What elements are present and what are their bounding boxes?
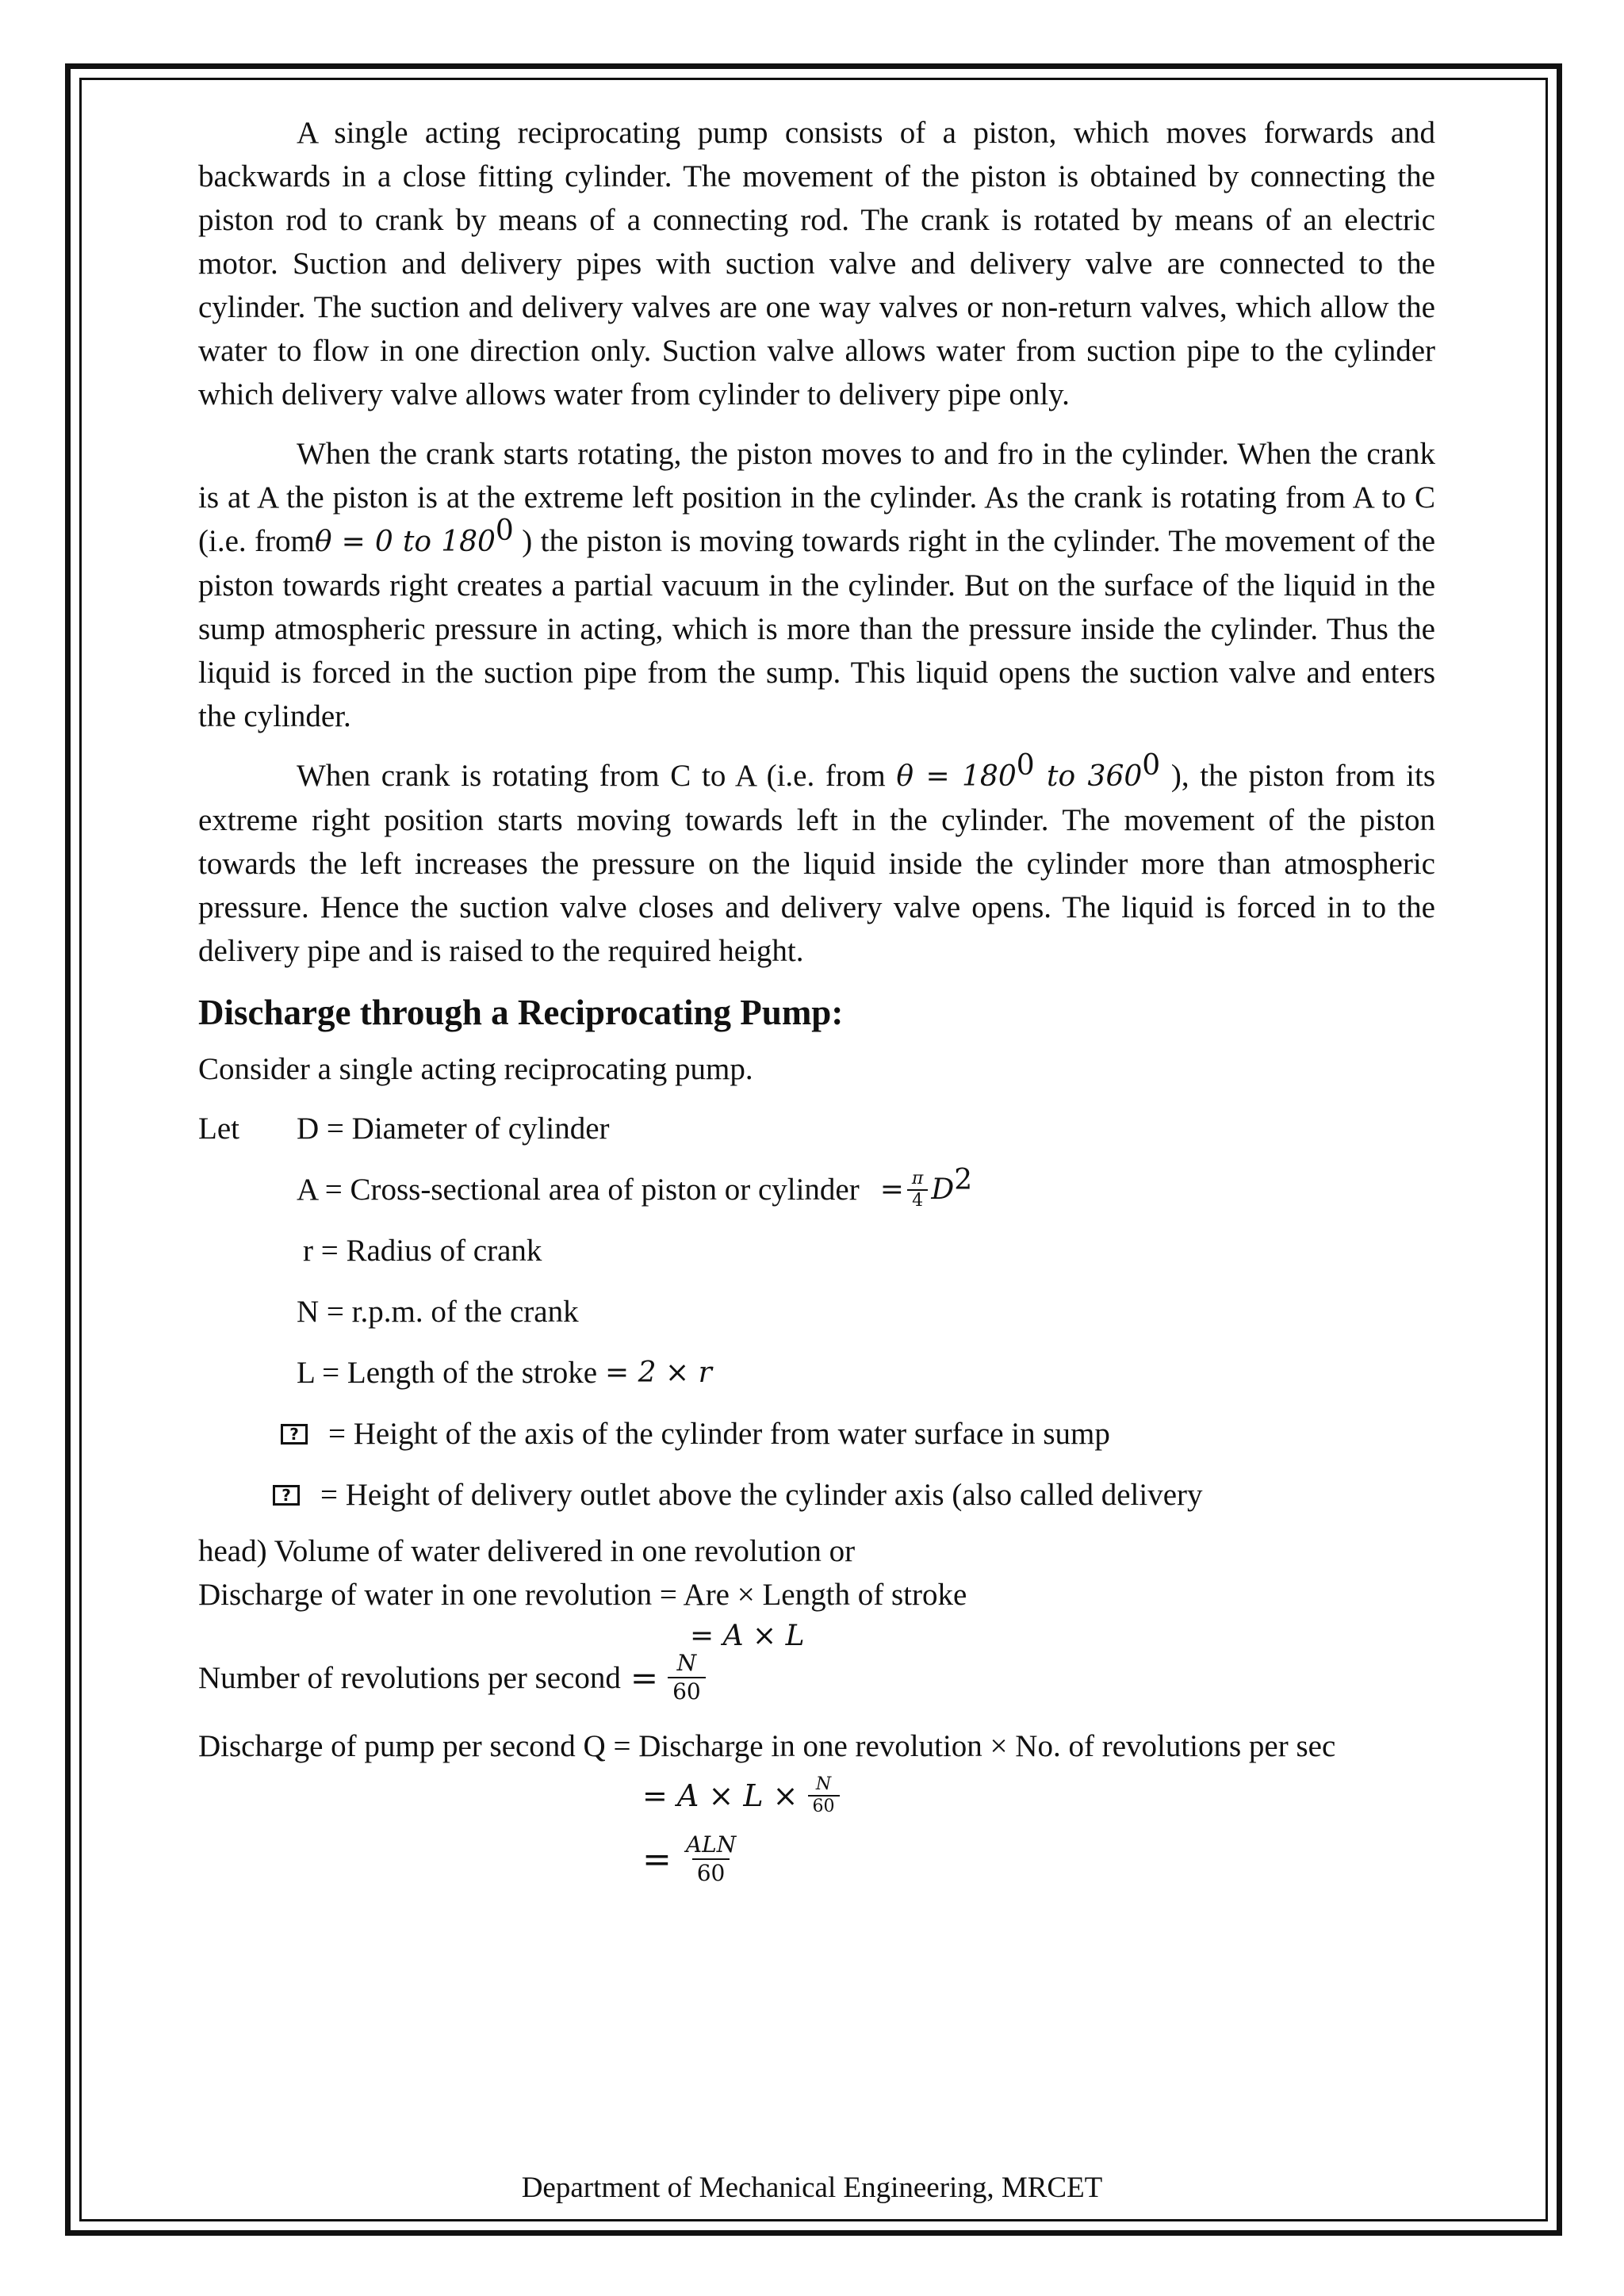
n-over-sixty-fraction: [668, 1650, 706, 1705]
var-suction-height: [198, 1412, 1435, 1456]
four-denominator: 4: [907, 1189, 928, 1211]
discharge-per-second: Discharge of pump per second Q = Discharge in one revolution × No. of revolutions per sec: [198, 1729, 1336, 1763]
p2-degree: 0: [495, 515, 514, 547]
diameter-symbol: D: [931, 1173, 955, 1206]
eq-final-equals: =: [642, 1839, 672, 1880]
page-footer: Department of Mechanical Engineering, MRCET: [521, 2172, 1103, 2204]
p2-before: When the crank starts rotating, the piston moves to and fro in the cylinder. When the crank is at A the piston is at the extreme left position in the cylinder. As the crank is rotating from A to C (i.e. from: [198, 437, 1435, 558]
var-area-text: A = Cross-sectional area of piston or cylinder: [297, 1173, 860, 1207]
eq-alx-denominator: 60: [808, 1795, 840, 1817]
pi-over-four-fraction: [907, 1169, 928, 1211]
p3-after: ), the piston from its extreme right position starts moving towards left in the cylinder. The movement of the piston towards the left increases the pressure on the liquid inside the cylinder more than atmospheric pressure. Hence the suction valve closes and delivery valve opens. The liquid is forced in to the delivery pipe and is raised to the required height.: [198, 759, 1436, 968]
eq-aln-over-60: [198, 1831, 1435, 1887]
revolutions-per-second-text: Number of revolutions per second: [198, 1660, 621, 1695]
var-suction-height-text: = Height of the axis of the cylinder from water surface in sump: [328, 1417, 1110, 1451]
p3-theta-start: θ = 180: [896, 760, 1017, 793]
p3-theta-end: to 360: [1034, 760, 1143, 793]
eq-alx-fraction: [808, 1774, 840, 1817]
revolutions-per-second: [198, 1650, 1435, 1705]
eq-alx-numerator: N: [815, 1774, 832, 1794]
p3-degree-1: 0: [1016, 749, 1035, 782]
var-radius: r = Radius of crank: [303, 1234, 542, 1268]
section-heading: Discharge through a Reciprocating Pump:: [198, 993, 844, 1032]
var-rpm: N = r.p.m. of the crank: [297, 1295, 579, 1329]
p2-theta-range: θ = 0 to 180: [314, 526, 496, 558]
aln-denominator: 60: [692, 1858, 730, 1887]
head-line: head) Volume of water delivered in one revolution or: [198, 1534, 856, 1568]
var-area-equals: =: [879, 1173, 904, 1206]
revolutions-equals: =: [630, 1658, 659, 1697]
p3-degree-2: 0: [1142, 749, 1161, 782]
eq-alx-n-over-60: [198, 1774, 1435, 1817]
var-stroke-text: L = Length of the stroke: [297, 1356, 598, 1390]
p3-before: When crank is rotating from C to A (i.e. from: [297, 759, 897, 793]
sixty-denominator: 60: [668, 1677, 706, 1705]
paragraph-suction-stroke: [198, 432, 1435, 738]
n-numerator: N: [676, 1650, 697, 1676]
var-delivery-height: [198, 1473, 1435, 1517]
missing-glyph-icon: ?: [273, 1485, 300, 1506]
var-stroke-length: [198, 1351, 1435, 1395]
let-label: Let: [198, 1112, 239, 1146]
eq-area-times-length: = A × L: [690, 1620, 805, 1652]
pi-symbol: π: [911, 1168, 924, 1188]
var-diameter: [198, 1107, 1435, 1150]
missing-glyph-icon: ?: [281, 1424, 308, 1445]
var-delivery-height-text: = Height of delivery outlet above the cylinder axis (also called delivery: [320, 1478, 1203, 1512]
aln-numerator: ALN: [685, 1831, 737, 1858]
discharge-per-revolution: Discharge of water in one revolution = Are × Length of stroke: [198, 1578, 967, 1612]
p2-after: ) the piston is moving towards right in the cylinder. The movement of the piston towards right creates a partial vacuum in the cylinder. But on the surface of the liquid in the sump atmospheric pressure in acting, which is more than the pressure inside the cylinder. Thus the liquid is forced in the suction pipe from the sump. This liquid opens the suction valve and enters the cylinder.: [198, 524, 1436, 733]
var-diameter-text: D = Diameter of cylinder: [297, 1112, 610, 1146]
paragraph-pump-description: A single acting reciprocating pump consists of a piston, which moves forwards and backwards in a close fitting cylinder. The movement of the piston is obtained by connecting the piston rod to crank by means of a connecting rod. The crank is rotated by means of an electric motor. Suction and delivery pipes with suction valve and delivery valve are connected to the cylinder. The suction and delivery valves are one way valves or non-return valves, which allow the water to flow in one direction only. Suction valve allows water from suction pipe to the cylinder which delivery valve allows water from cylinder to delivery pipe only.: [198, 116, 1435, 411]
var-stroke-formula: = 2 × r: [605, 1357, 712, 1389]
var-area: A = Cross-sectional area of piston or cylinder = $\frac{\pi}{4}$ D $^2$: [297, 1163, 973, 1211]
eq-alx-text: = A × L ×: [642, 1778, 799, 1813]
consider-line: Consider a single acting reciprocating pump.: [198, 1052, 753, 1086]
paragraph-delivery-stroke: [198, 749, 1436, 973]
page-content: [198, 111, 1435, 1887]
aln-over-sixty-fraction: [681, 1831, 741, 1887]
